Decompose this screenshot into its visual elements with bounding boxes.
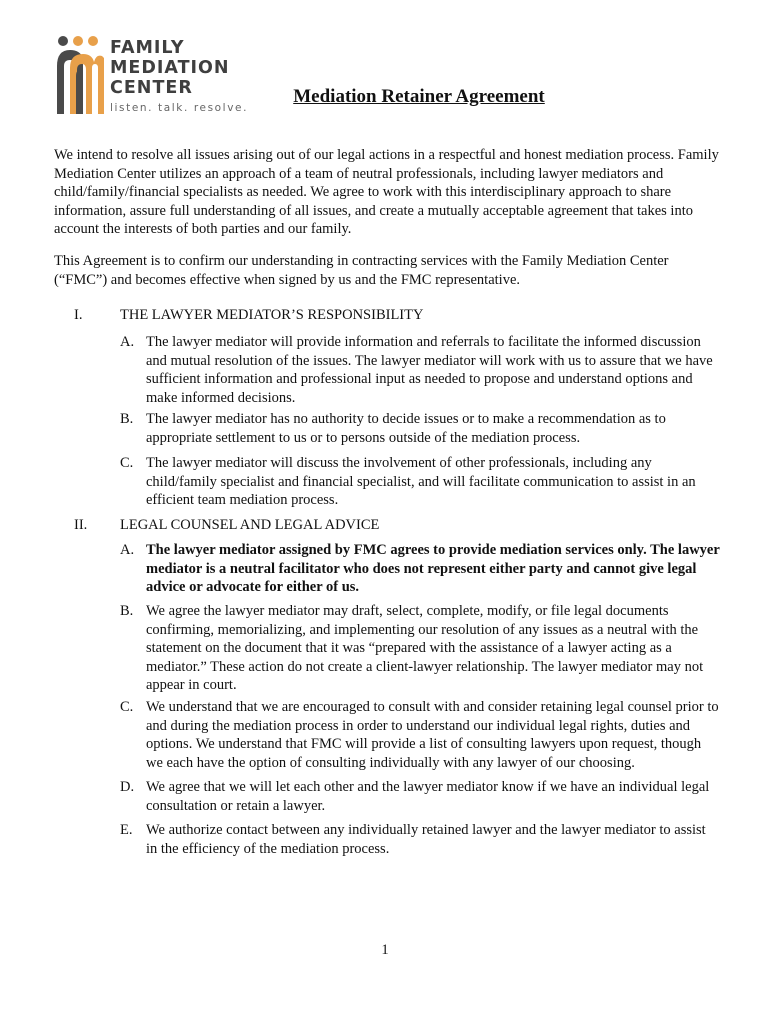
list-item-letter: A. <box>120 334 135 350</box>
list-item-letter: C. <box>120 455 134 471</box>
list-item <box>120 778 720 815</box>
intro-paragraph-1: We intend to resolve all issues arising out of our legal actions in a respectful and honest mediation process. Family Mediation Center utilizes an approach of a team of neutral professionals, including lawyer mediators and child/family/financial specialists as needed. We agree to work with this interdisciplinary approach to share information, assure full understanding of all issues, and create a mutually acceptable agreement that takes into account the interests of both parties and our family. <box>54 147 719 238</box>
list-item <box>120 821 720 858</box>
list-item-text: We understand that we are encouraged to consult with and consider retaining legal counsel prior to and during the mediation process in order to understand our individual legal rights, duties and options. We understand that FMC will provide a list of consulting lawyers upon request, though we each have the option of consulting individually with any lawyer of our choosing. <box>146 699 719 771</box>
logo-line-center: CENTER <box>110 78 193 98</box>
logo-line-mediation: MEDIATION <box>110 58 230 78</box>
document-title: Mediation Retainer Agreement <box>293 86 545 107</box>
list-item <box>120 541 720 597</box>
logo-line-family: FAMILY <box>110 38 185 58</box>
list-item-text: We agree the lawyer mediator may draft, select, complete, modify, or file legal documents confirming, memorializing, and implementing our resolution of any issues as a neutral with the statement on the document that it was “prepared with the assistance of a lawyer acting as a mediator.” These action do not create a client-lawyer relationship. The lawyer mediator may not appear in court. <box>146 603 704 694</box>
list-item <box>120 333 720 407</box>
section-heading: THE LAWYER MEDIATOR’S RESPONSIBILITY <box>120 307 424 323</box>
list-item <box>120 602 720 695</box>
logo-tagline: listen. talk. resolve. <box>110 102 249 114</box>
section-numeral: I. <box>74 307 83 323</box>
section-heading: LEGAL COUNSEL AND LEGAL ADVICE <box>120 517 380 533</box>
list-item-letter: C. <box>120 699 134 715</box>
list-item-text: The lawyer mediator assigned by FMC agrees to provide mediation services only. The lawyer mediator is a neutral facilitator who does not represent either party and cannot give legal advice or advocate for either of us. <box>146 542 720 596</box>
list-item-text: We agree that we will let each other and the lawyer mediator know if we have an individual legal consultation or retain a lawyer. <box>146 779 710 814</box>
list-item-text: The lawyer mediator has no authority to decide issues or to make a recommendation as to appropriate settlement to us or to persons outside of the mediation process. <box>146 411 666 446</box>
section-numeral: II. <box>74 517 88 533</box>
intro-paragraph-2: This Agreement is to confirm our understanding in contracting services with the Family Mediation Center (“FMC”) and becomes effective when signed by us and the FMC representative. <box>54 253 669 288</box>
list-item-letter: B. <box>120 603 134 619</box>
list-item-text: The lawyer mediator will discuss the involvement of other professionals, including any child/family specialist and financial specialist, and will facilitate communication to assist in an efficient team mediation process. <box>146 455 696 509</box>
list-item-letter: E. <box>120 822 133 838</box>
list-item <box>120 410 720 447</box>
list-item-text: The lawyer mediator will provide information and referrals to facilitate the informed discussion and mutual resolution of the issues. The lawyer mediator will work with us to assure that we have sufficient information and professional input as needed to propose and understand options and make informed decisions. <box>146 334 713 406</box>
list-item-letter: D. <box>120 779 135 795</box>
list-item <box>120 698 720 772</box>
page-number: 1 <box>381 942 389 958</box>
list-item-text: We authorize contact between any individually retained lawyer and the lawyer mediator to assist in the efficiency of the mediation process. <box>146 822 706 857</box>
list-item-letter: A. <box>120 542 135 558</box>
list-item <box>120 454 720 510</box>
list-item-letter: B. <box>120 411 134 427</box>
